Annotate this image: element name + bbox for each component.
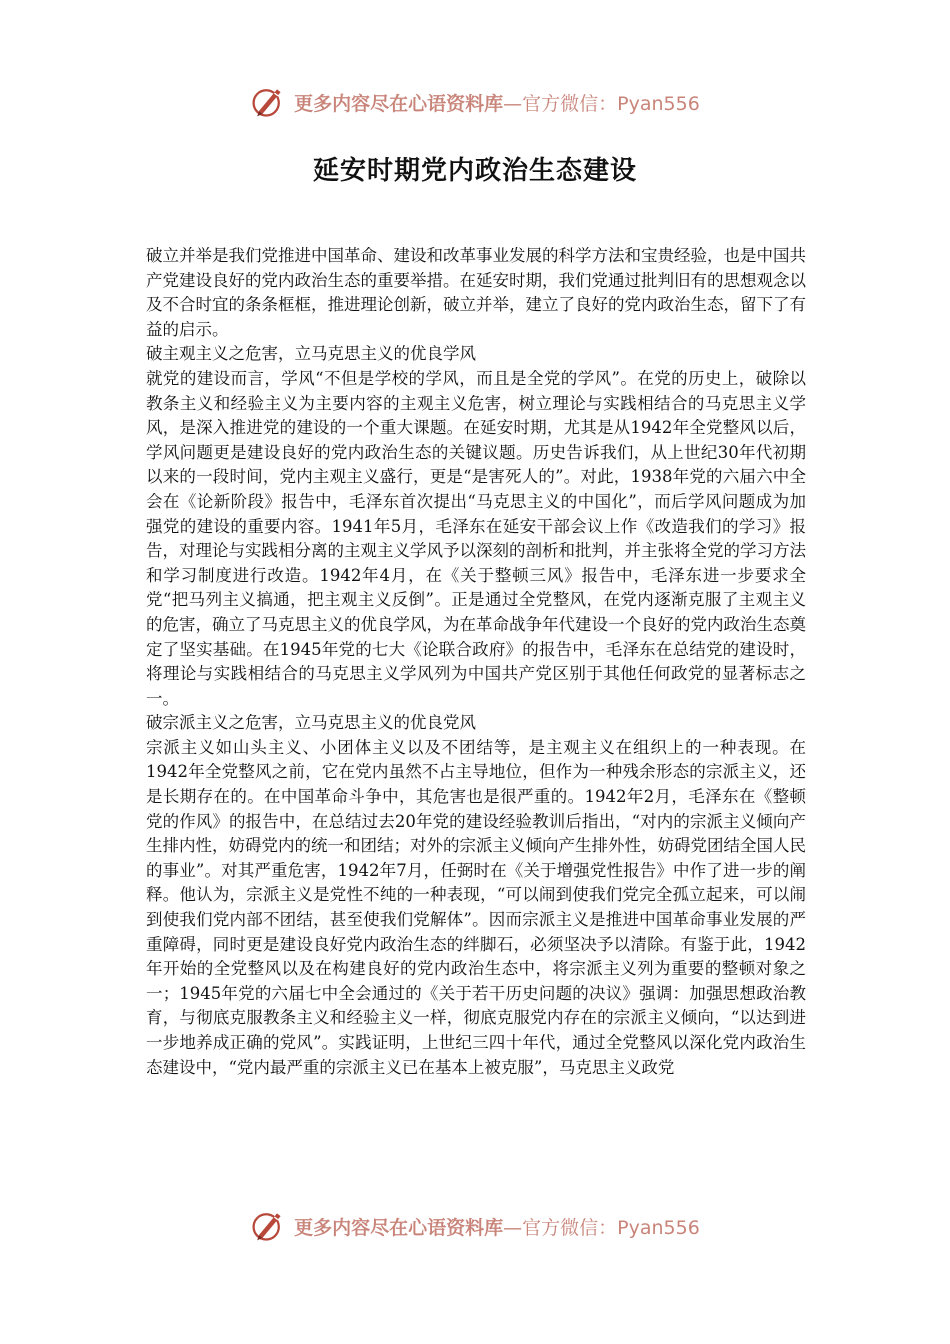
watermark-text xyxy=(294,1213,700,1240)
pen-logo-icon xyxy=(250,1208,286,1244)
watermark-main-text: 更多内容尽在心语资料库 xyxy=(294,1216,504,1239)
paragraph-intro: 破立并举是我们党推进中国革命、建设和改革事业发展的科学方法和宝贵经验，也是中国共产党建设良好的党内政治生态的重要举措。在延安时期，我们党通过批判旧有的思想观念以及不合时宜的条条框框，推进理论创新，破立并举，建立了良好的党内政治生态，留下了有益的启示。 xyxy=(146,246,806,339)
section-heading-1: 破主观主义之危害，立马克思主义的优良学风 xyxy=(146,344,476,364)
watermark-suffix: 官方微信：Pyan556 xyxy=(522,1216,700,1239)
watermark-main-text: 更多内容尽在心语资料库 xyxy=(294,92,504,115)
article-body xyxy=(146,244,806,1080)
watermark-text xyxy=(294,89,700,116)
pen-logo-icon xyxy=(250,84,286,120)
section-heading-2: 破宗派主义之危害，立马克思主义的优良党风 xyxy=(146,713,476,733)
footer-watermark xyxy=(0,1208,950,1244)
watermark-suffix: 官方微信：Pyan556 xyxy=(522,92,700,115)
page-title: 延安时期党内政治生态建设 xyxy=(312,156,637,186)
paragraph-section-1: 就党的建设而言，学风“不但是学校的学风，而且是全党的学风”。在党的历史上，破除以教条主义和经验主义为主要内容的主观主义危害，树立理论与实践相结合的马克思主义学风，是深入推进党的建设的一个重大课题。在延安时期，尤其是从1942年全党整风以后，学风问题更是建设良好的党内政治生态的关键议题。历史告诉我们，从上世纪30年代初期以来的一段时间，党内主观主义盛行，更是“是害死人的”。对此，1938年党的六届六中全会在《论新阶段》报告中，毛泽东首次提出“马克思主义的中国化”，而后学风问题成为加强党的建设的重要内容。1941年5月，毛泽东在延安干部会议上作《改造我们的学习》报告，对理论与实践相分离的主观主义学风予以深刻的剖析和批判，并主张将全党的学习方法和学习制度进行改造。1942年4月，在《关于整顿三风》报告中，毛泽东进一步要求全党“把马列主义搞通，把主观主义反倒”。正是通过全党整风，在党内逐渐克服了主观主义的危害，确立了马克思主义的优良学风，为在革命战争年代建设一个良好的党内政治生态奠定了坚实基础。在1945年党的七大《论联合政府》的报告中，毛泽东在总结党的建设时，将理论与实践相结合的马克思主义学风列为中国共产党区别于其他任何政党的显著标志之一。 xyxy=(146,368,806,708)
watermark-dash: — xyxy=(503,92,523,115)
paragraph-section-2: 宗派主义如山头主义、小团体主义以及不团结等，是主观主义在组织上的一种表现。在1942年全党整风之前，它在党内虽然不占主导地位，但作为一种残余形态的宗派主义，还是长期存在的。在中国革命斗争中，其危害也是很严重的。1942年2月，毛泽东在《整顿党的作风》的报告中，在总结过去20年党的建设经验教训后指出，“对内的宗派主义倾向产生排内性，妨碍党内的统一和团结；对外的宗派主义倾向产生排外性，妨碍党团结全国人民的事业”。对其严重危害，1942年7月，任弼时在《关于增强党性报告》中作了进一步的阐释。他认为，宗派主义是党性不纯的一种表现，“可以闹到使我们党完全孤立起来，可以闹到使我们党内部不团结，甚至使我们党解体”。因而宗派主义是推进中国革命事业发展的严重障碍，同时更是建设良好党内政治生态的绊脚石，必须坚决予以清除。有鉴于此，1942年开始的全党整风以及在构建良好的党内政治生态中，将宗派主义列为重要的整顿对象之一；1945年党的六届七中全会通过的《关于若干历史问题的决议》强调：加强思想政治教育，与彻底克服教条主义和经验主义一样，彻底克服党内存在的宗派主义倾向，“以达到进一步地养成正确的党风”。实践证明，上世纪三四十年代，通过全党整风以深化党内政治生态建设中，“党内最严重的宗派主义已在基本上被克服”，马克思主义政党 xyxy=(146,737,806,1077)
watermark-dash: — xyxy=(503,1216,523,1239)
header-watermark xyxy=(0,84,950,120)
